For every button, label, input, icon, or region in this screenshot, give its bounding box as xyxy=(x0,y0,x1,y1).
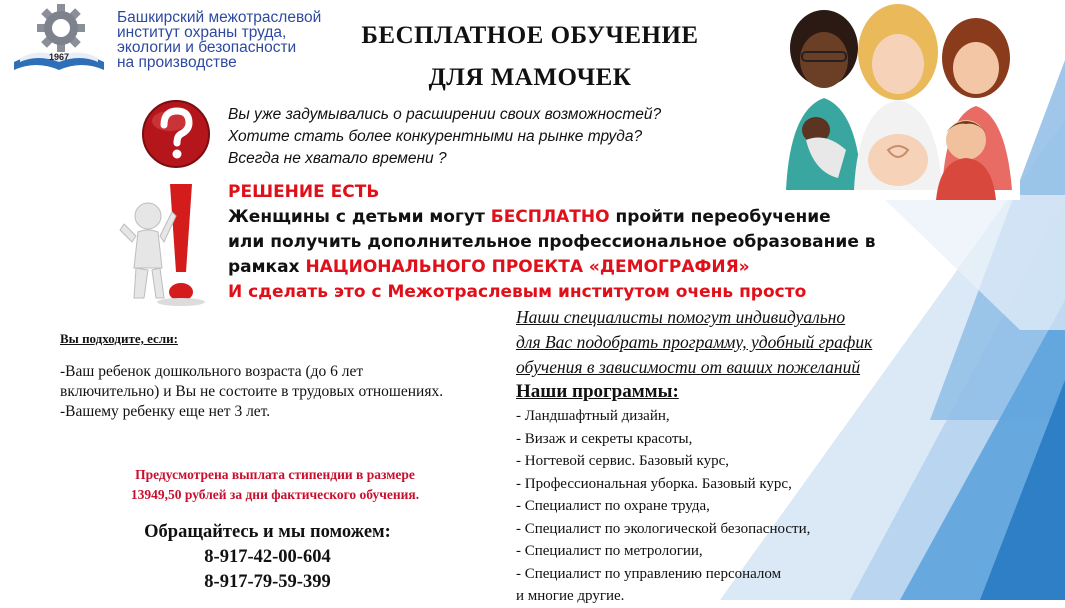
exclamation-figure-icon xyxy=(118,180,213,308)
institute-name-line: экологии и безопасности xyxy=(117,39,297,56)
phone-number[interactable]: 8-917-42-00-604 xyxy=(204,547,331,567)
institute-name xyxy=(117,10,357,70)
program-item: - Ногтевой сервис. Базовый курс, xyxy=(516,453,729,469)
program-item: - Профессиональная уборка. Базовый курс, xyxy=(516,475,792,492)
free-highlight: БЕСПЛАТНО xyxy=(490,207,610,227)
gear-book-icon xyxy=(6,0,112,80)
specialists-note xyxy=(516,305,966,380)
question-line: Вы уже задумывались о расширении своих возможностей? xyxy=(228,106,662,123)
eligibility-title: Вы подходите, если: xyxy=(60,331,178,346)
program-item: - Специалист по экологической безопасности, xyxy=(516,520,811,537)
institute-name-line: институт охраны труда, xyxy=(117,24,287,41)
question-line: Всегда не хватало времени ? xyxy=(228,150,447,167)
specialists-line: для Вас подобрать программу, удобный график xyxy=(516,332,873,352)
solution-heading: РЕШЕНИЕ ЕСТЬ xyxy=(228,182,380,202)
solution-line-2: или получить дополнительное профессиональное образование в xyxy=(228,232,876,252)
question-mark-icon xyxy=(137,97,215,171)
program-item: - Специалист по охране труда, xyxy=(516,498,710,514)
stipend-line: 13949,50 рублей за дни фактического обучения. xyxy=(130,487,420,502)
programs-title: Наши программы: xyxy=(516,381,679,402)
question-line: Хотите стать более конкурентными на рынке труда? xyxy=(228,128,643,145)
program-item: - Визаж и секреты красоты, xyxy=(516,430,693,447)
program-item: - Специалист по управлению персоналом xyxy=(516,565,782,582)
solution-text: рамках xyxy=(228,257,306,277)
national-project-highlight: НАЦИОНАЛЬНОГО ПРОЕКТА «ДЕМОГРАФИЯ» xyxy=(305,257,750,277)
intro-questions xyxy=(228,104,748,170)
solution-text: Женщины с детьми могут xyxy=(228,207,491,227)
solution-block xyxy=(228,180,928,305)
logo-year: 1967 xyxy=(48,52,70,62)
eligibility-item: -Ваш ребенок дошкольного возраста (до 6 лет включительно) и Вы не состоите в трудовых отношениях. xyxy=(60,363,444,400)
institute-logo xyxy=(6,0,112,80)
contact-heading: Обращайтесь и мы поможем: xyxy=(144,522,391,542)
mothers-with-children-image xyxy=(776,0,1020,200)
stipend-notice xyxy=(60,465,490,505)
solution-line-4: И сделать это с Межотраслевым институтом очень просто xyxy=(228,282,807,302)
institute-name-line: на производстве xyxy=(117,54,237,71)
page-title-line-1: БЕСПЛАТНОЕ ОБУЧЕНИЕ xyxy=(361,22,699,49)
contact-block xyxy=(60,520,475,595)
family-illustration xyxy=(776,0,1020,200)
program-item: и многие другие. xyxy=(516,588,625,604)
eligibility-list xyxy=(60,362,460,422)
program-item: - Специалист по метрологии, xyxy=(516,543,703,559)
specialists-line: Наши специалисты помогут индивидуально xyxy=(516,307,846,327)
programs-list xyxy=(516,405,936,608)
institute-name-line: Башкирский межотраслевой xyxy=(117,9,322,26)
solution-text: пройти переобучение xyxy=(609,207,831,227)
program-item: - Ландшафтный дизайн, xyxy=(516,408,670,424)
page-title-line-2: ДЛЯ МАМОЧЕК xyxy=(428,64,632,91)
phone-number[interactable]: 8-917-79-59-399 xyxy=(204,572,331,592)
solution-line-1 xyxy=(228,205,928,230)
eligibility-item: -Вашему ребенку еще нет 3 лет. xyxy=(60,403,271,420)
solution-line-3 xyxy=(228,255,928,280)
stipend-line: Предусмотрена выплата стипендии в размере xyxy=(135,467,415,482)
specialists-line: обучения в зависимости от ваших пожеланий xyxy=(516,357,861,377)
